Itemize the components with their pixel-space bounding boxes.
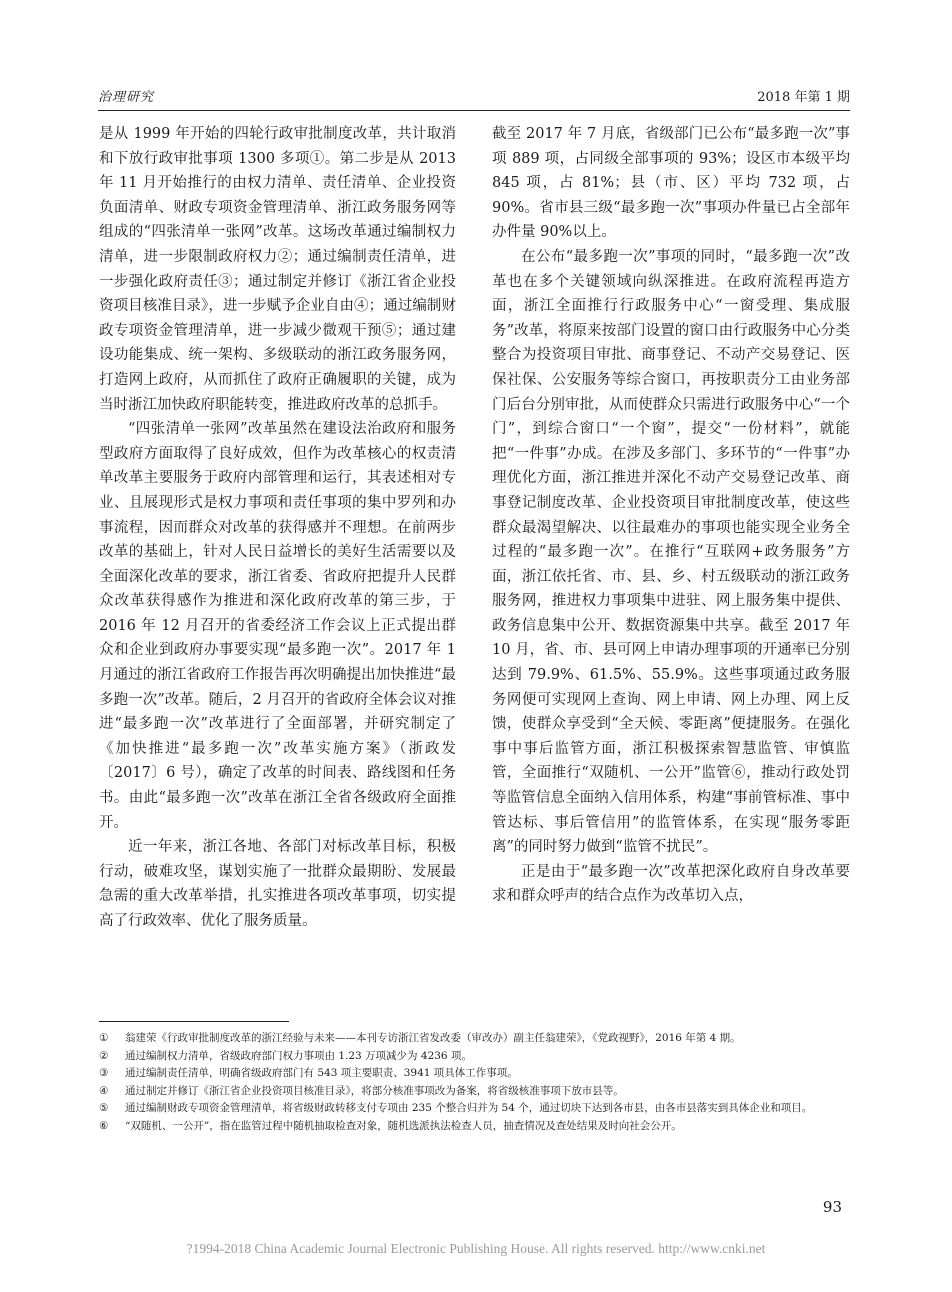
footnote (99, 1065, 851, 1083)
footnote-rule (99, 1021, 289, 1022)
left-text-column (99, 122, 456, 934)
footnote-number: ⑥ (99, 1119, 109, 1132)
footnote-text: 通过制定并修订《浙江省企业投资项目核准目录》，将部分核准事项改为备案，将省级核准事项下放市县等。 (125, 1084, 624, 1097)
footnote (99, 1048, 851, 1066)
footnote (99, 1118, 851, 1136)
page-number: 93 (822, 1198, 842, 1216)
paragraph: 正是由于“最多跑一次”改革把深化政府自身改革要求和群众呼声的结合点作为改革切入点， (492, 863, 850, 905)
footnotes (99, 1030, 851, 1135)
footnote-text: 通过编制权力清单，省级政府部门权力事项由 1.23 万项减少为 4236 项。 (125, 1049, 472, 1062)
footnote-text: 通过编制责任清单，明确省级政府部门有 543 项主要职责、3941 项具体工作事项。 (125, 1067, 518, 1079)
footnote-text: “双随机、一公开”，指在监管过程中随机抽取检查对象，随机选派执法检查人员，抽查情况及查处结果及时向社会公开。 (125, 1119, 682, 1132)
paragraph: 截至 2017 年 7 月底，省级部门已公布“最多跑一次”事项 889 项，占同级全部事项的 93%；设区市本级平均 845 项，占 81%；县（市、区）平均 732 项，占 90%。省市县三级“最多跑一次”事项办件量已占全部年办件量 90%以上。 (492, 126, 850, 241)
running-header (98, 82, 850, 108)
footnote-text: 翁建荣《行政审批制度改革的浙江经验与未来——本刊专访浙江省发改委（审改办）副主任翁建荣》，《党政视野》，2016 年第 4 期。 (125, 1032, 741, 1044)
footnote-number: ② (99, 1049, 109, 1062)
right-text-column (492, 122, 850, 909)
footnote-number: ④ (99, 1084, 109, 1097)
footnote (99, 1100, 851, 1118)
footnote-number: ⑤ (99, 1102, 109, 1114)
footnote (99, 1083, 851, 1101)
footnote (99, 1030, 851, 1048)
header-rule (98, 110, 850, 111)
paragraph: 是从 1999 年开始的四轮行政审批制度改革，共计取消和下放行政审批事项 1300 多项①。第二步是从 2013 年 11 月开始推行的由权力清单、责任清单、企业投资负面清单、财政专项资金管理清单、浙江政务服务网等组成的“四张清单一张网”改革。这场改革通过编制权力清单，进一步限制政府权力②；通过编制责任清单，进一步强化政府责任③；通过制定并修订《浙江省企业投资项目核准目录》，进一步赋予企业自由④；通过编制财政专项资金管理清单，进一步减少微观干预⑤；通过建设功能集成、统一架构、多级联动的浙江政务服务网，打造网上政府，从而抓住了政府正确履职的关键，成为当时浙江加快政府职能转变，推进政府改革的总抓手。 (99, 126, 456, 413)
journal-section-title: 治理研究 (98, 90, 155, 105)
footnote-number: ③ (99, 1067, 109, 1079)
footnote-number: ① (99, 1032, 109, 1044)
paragraph: “四张清单一张网”改革虽然在建设法治政府和服务型政府方面取得了良好成效，但作为改革核心的权责清单改革主要服务于政府内部管理和运行，其表述相对专业、且展现形式是权力事项和责任事项的集中罗列和办事流程，因而群众对改革的获得感并不理想。在前两步改革的基础上，针对人民日益增长的美好生活需要以及全面深化改革的要求，浙江省委、省政府把提升人民群众改革获得感作为推进和深化政府改革的第三步，于 2016 年 12 月召开的省委经济工作会议上正式提出群众和企业到政府办事要实现“最多跑一次”。2017 年 1 月通过的浙江省政府工作报告再次明确提出加快推进“最多跑一次”改革。随后，2 月召开的省政府全体会议对推进“最多跑一次”改革进行了全面部署，并研究制定了《加快推进“最多跑一次”改革实施方案》（浙政发〔2017〕6 号），确定了改革的时间表、路线图和任务书。由此“最多跑一次”改革在浙江全省各级政府全面推开。 (99, 421, 456, 831)
paragraph: 近一年来，浙江各地、各部门对标改革目标，积极行动，破难攻坚，谋划实施了一批群众最期盼、发展最急需的重大改革举措，扎实推进各项改革事项，切实提高了行政效率、优化了服务质量。 (99, 839, 456, 929)
copyright-notice: ?1994-2018 China Academic Journal Electronic Publishing House. All rights reserved. http://www.cnki.net (186, 1241, 766, 1256)
issue-label: 2018 年第 1 期 (757, 90, 850, 105)
paragraph: 在公布“最多跑一次”事项的同时，“最多跑一次”改革也在多个关键领域向纵深推进。在政府流程再造方面，浙江全面推行行政服务中心“一窗受理、集成服务”改革，将原来按部门设置的窗口由行政服务中心分类整合为投资项目审批、商事登记、不动产交易登记、医保社保、公安服务等综合窗口，再按职责分工由业务部门后台分别审批，从而使群众只需进行政服务中心“一个门”，到综合窗口“一个窗”，提交“一份材料”，就能把“一件事”办成。在涉及多部门、多环节的“一件事”办理优化方面，浙江推进并深化不动产交易登记改革、商事登记制度改革、企业投资项目审批制度改革，使这些群众最渴望解决、以往最难办的事项也能实现全业务全过程的“最多跑一次”。在推行“互联网+政务服务”方面，浙江依托省、市、县、乡、村五级联动的浙江政务服务网，推进权力事项集中进驻、网上服务集中提供、政务信息集中公开、数据资源集中共享。截至 2017 年 10 月，省、市、县可网上申请办理事项的开通率已分别达到 79.9%、61.5%、55.9%。这些事项通过政务服务网便可实现网上查询、网上申请、网上办理、网上反馈，使群众享受到“全天候、零距离”便捷服务。在强化事中事后监管方面，浙江积极探索智慧监管、审慎监管，全面推行“双随机、一公开”监管⑥，推动行政处罚等监管信息全面纳入信用体系，构建“事前管标准、事中管达标、事后管信用”的监管体系，在实现“服务零距离”的同时努力做到“监管不扰民”。 (492, 248, 850, 856)
footnote-text: 通过编制财政专项资金管理清单，将省级财政转移支付专项由 235 个整合归并为 54 个，通过切块下达到各市县，由各市县落实到具体企业和项目。 (125, 1102, 813, 1114)
